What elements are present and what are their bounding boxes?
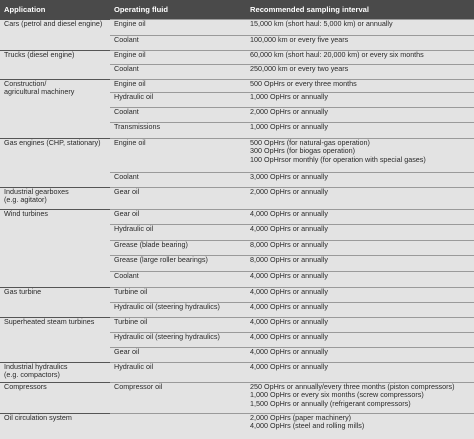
sampling-interval-cell: 100,000 km or every five years [246,36,474,51]
sampling-interval-cell: 500 OpHrs (for natural-gas operation) 300 OpHrs (for biogas operation) 100 OpHrsor monthly (for operation with special gases) [246,139,474,173]
application-group [0,51,474,80]
operating-fluid-cell [110,414,246,439]
sampling-interval-cell: 15,000 km (short haul: 5,000 km) or annually [246,20,474,36]
sampling-interval-cell: 4,000 OpHrs or annually [246,272,474,288]
sampling-interval-cell: 4,000 OpHrs or annually [246,288,474,303]
operating-fluid-cell: Engine oil [110,20,246,36]
operating-fluid-cell: Hydraulic oil (steering hydraulics) [110,333,246,348]
operating-fluid-cell: Coolant [110,65,246,80]
sampling-interval-cell: 4,000 OpHrs or annually [246,333,474,348]
operating-fluid-cell: Hydraulic oil [110,93,246,108]
header-row [0,0,474,20]
sampling-interval-cell: 250,000 km or every two years [246,65,474,80]
operating-fluid-cell: Engine oil [110,139,246,173]
table-row [0,288,474,303]
table-row [0,210,474,225]
table-row [0,318,474,333]
header-operating-fluid: Operating fluid [114,5,168,14]
sampling-interval-cell: 1,000 OpHrs or annually [246,123,474,139]
application-cell: Trucks (diesel engine) [4,50,75,59]
operating-fluid-cell: Engine oil [110,51,246,65]
operating-fluid-cell: Gear oil [110,348,246,363]
operating-fluid-cell: Compressor oil [110,383,246,414]
sampling-interval-cell: 4,000 OpHrs or annually [246,210,474,225]
sampling-interval-cell: 4,000 OpHrs or annually [246,363,474,383]
operating-fluid-cell: Turbine oil [110,288,246,303]
application-group [0,363,474,383]
application-group [0,383,474,414]
sampling-interval-cell: 60,000 km (short haul: 20,000 km) or every six months [246,51,474,65]
sampling-interval-cell: 4,000 OpHrs or annually [246,225,474,241]
operating-fluid-cell: Grease (large roller bearings) [110,256,246,272]
operating-fluid-cell: Turbine oil [110,318,246,333]
table-row [0,20,474,36]
sampling-interval-cell: 4,000 OpHrs or annually [246,348,474,363]
operating-fluid-cell: Coolant [110,272,246,288]
application-cell: Industrial gearboxes (e.g. agitator) [4,187,69,205]
application-cell: Cars (petrol and diesel engine) [4,19,103,28]
application-cell: Industrial hydraulics (e.g. compactors) [4,362,68,380]
sampling-interval-cell: 2,000 OpHrs (paper machinery) 4,000 OpHrs (steel and rolling mills) [246,414,474,439]
application-cell: Gas turbine [4,287,42,296]
sampling-interval-cell: 500 OpHrs or every three months [246,80,474,93]
table-row [0,414,474,439]
operating-fluid-cell: Transmissions [110,123,246,139]
sampling-interval-cell: 1,000 OpHrs or annually [246,93,474,108]
operating-fluid-cell: Hydraulic oil (steering hydraulics) [110,303,246,318]
application-group [0,318,474,363]
sampling-interval-cell: 4,000 OpHrs or annually [246,318,474,333]
operating-fluid-cell: Grease (blade bearing) [110,241,246,256]
application-group [0,20,474,51]
application-cell: Compressors [4,382,47,391]
sampling-interval-cell: 8,000 OpHrs or annually [246,241,474,256]
application-group [0,414,474,439]
table-header [0,0,474,20]
operating-fluid-cell: Hydraulic oil [110,363,246,383]
application-cell: Construction/ agricultural machinery [4,79,75,97]
table-row [0,80,474,93]
sampling-interval-cell: 4,000 OpHrs or annually [246,303,474,318]
application-group [0,210,474,288]
operating-fluid-cell: Engine oil [110,80,246,93]
operating-fluid-cell: Hydraulic oil [110,225,246,241]
table-row [0,363,474,383]
application-group [0,80,474,139]
sampling-interval-cell: 3,000 OpHrs or annually [246,173,474,188]
operating-fluid-cell: Gear oil [110,210,246,225]
application-group [0,188,474,210]
table-row [0,139,474,173]
table-row [0,188,474,210]
header-sampling-interval: Recommended sampling interval [250,5,370,14]
application-cell: Superheated steam turbines [4,317,95,326]
operating-fluid-cell: Coolant [110,108,246,123]
table-row [0,51,474,65]
operating-fluid-cell: Coolant [110,173,246,188]
operating-fluid-cell: Gear oil [110,188,246,210]
sampling-interval-cell: 2,000 OpHrs or annually [246,108,474,123]
operating-fluid-cell: Coolant [110,36,246,51]
application-cell: Wind turbines [4,209,48,218]
application-group [0,288,474,318]
sampling-interval-cell: 8,000 OpHrs or annually [246,256,474,272]
table-row [0,383,474,414]
sampling-interval-cell: 2,000 OpHrs or annually [246,188,474,210]
application-group [0,139,474,188]
header-application: Application [4,5,46,15]
application-cell: Gas engines (CHP, stationary) [4,138,101,147]
application-cell: Oil circulation system [4,413,72,422]
sampling-interval-cell: 250 OpHrs or annually/every three months (piston compressors) 1,000 OpHrs or every six months (screw compressors) 1,500 OpHrs or annually (refrigerant compressors) [246,383,474,414]
